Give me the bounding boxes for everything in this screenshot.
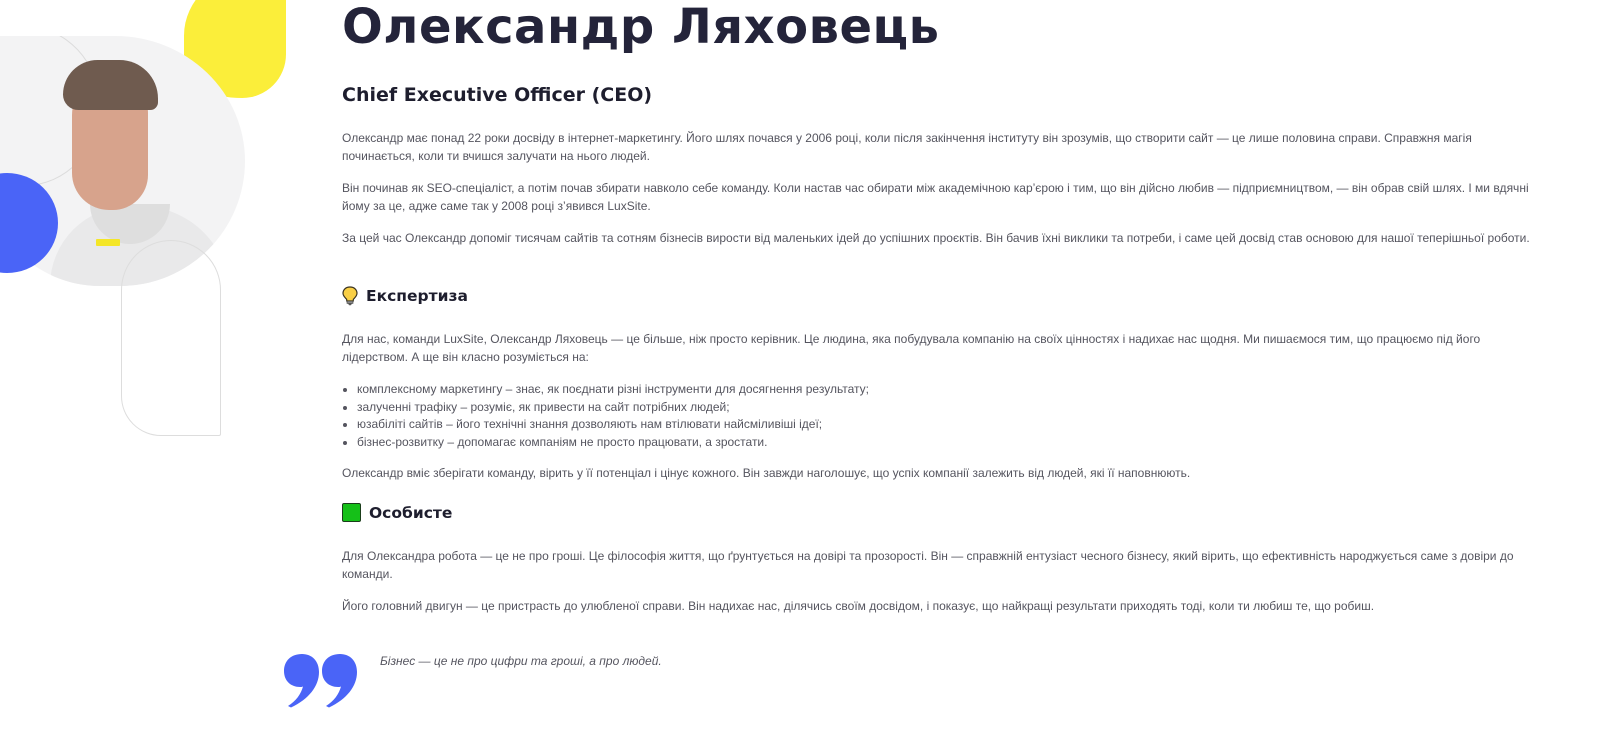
expertise-heading [342, 286, 468, 306]
hoodie-logo-badge [96, 239, 120, 246]
expertise-intro: Для нас, команди LuxSite, Олександр Ляховець — це більше, ніж просто керівник. Це людина, яка побудувала компанію на своїх цінностях і надихає нас щодня. Ми пишаємося тим, що працюємо під його лідерством. А ще він класно розуміється на: [342, 332, 1481, 364]
expertise-outro: Олександр вміє зберігати команду, вірить у її потенціал і цінує кожного. Він завжди наголошує, що успіх компанії залежить від людей, які її наповнюють. [342, 466, 1191, 480]
list-item: комплексному маркетингу – знає, як поєднати різні інструменти для досягнення результату; [342, 381, 869, 399]
personal-heading-text: Особисте [369, 503, 453, 522]
page-title: Олександр Ляховець [342, 0, 940, 55]
personal-heading [342, 503, 452, 522]
profile-photo-area [0, 0, 300, 729]
expertise-heading-text: Експертиза [366, 287, 468, 305]
green-square-icon [342, 503, 361, 522]
decorative-arch-outline [121, 240, 221, 436]
intro-paragraph: Олександр має понад 22 роки досвіду в інтернет-маркетингу. Його шлях почався у 2006 році, коли після закінчення інституту він зрозумів, що створити сайт — це лише половина справи. Справжня магія починається, коли ти вчишся залучати на нього людей. [342, 131, 1472, 163]
list-item: юзабіліті сайтів – його технічні знання дозволяють нам втілювати найсміливіші ідеї; [342, 416, 869, 434]
lightbulb-icon [342, 286, 358, 306]
hair-shape [63, 60, 158, 110]
job-title: Chief Executive Officer (CEO) [342, 84, 653, 106]
intro-paragraph: За цей час Олександр допоміг тисячам сайтів та сотням бізнесів вирости від маленьких ідей до успішних проєктів. Він бачив їхні виклики та потреби, і саме цей досвід став основою для нашої теперішньої роботи. [342, 231, 1530, 245]
intro-paragraph: Він починав як SEO-спеціаліст, а потім почав збирати навколо себе команду. Коли настав час обирати між академічною кар’єрою і тим, що він дійсно любив — підприємництвом, — він обрав свій шлях. І ми вдячні йому за це, адже саме так у 2008 році з’явився LuxSite. [342, 181, 1529, 213]
list-item: бізнес-розвитку – допомагає компаніям не просто працювати, а зростати. [342, 434, 869, 452]
quote-icon [283, 652, 363, 708]
personal-paragraph: Для Олександра робота — це не про гроші. Це філософія життя, що ґрунтується на довірі та прозорості. Він — справжній ентузіаст чесного бізнесу, який вірить, що ефективність народжується саме з довіри до команди. [342, 549, 1514, 581]
expertise-list [342, 381, 869, 451]
list-item: залученні трафіку – розуміє, як привести на сайт потрібних людей; [342, 399, 869, 417]
quote-text: Бізнес — це не про цифри та гроші, а про людей. [380, 654, 662, 668]
personal-paragraph: Його головний двигун — це пристрасть до улюбленої справи. Він надихає нас, ділячись своїм досвідом, і показує, що найкращі результати приходять тоді, коли ти любиш те, що робиш. [342, 599, 1375, 613]
